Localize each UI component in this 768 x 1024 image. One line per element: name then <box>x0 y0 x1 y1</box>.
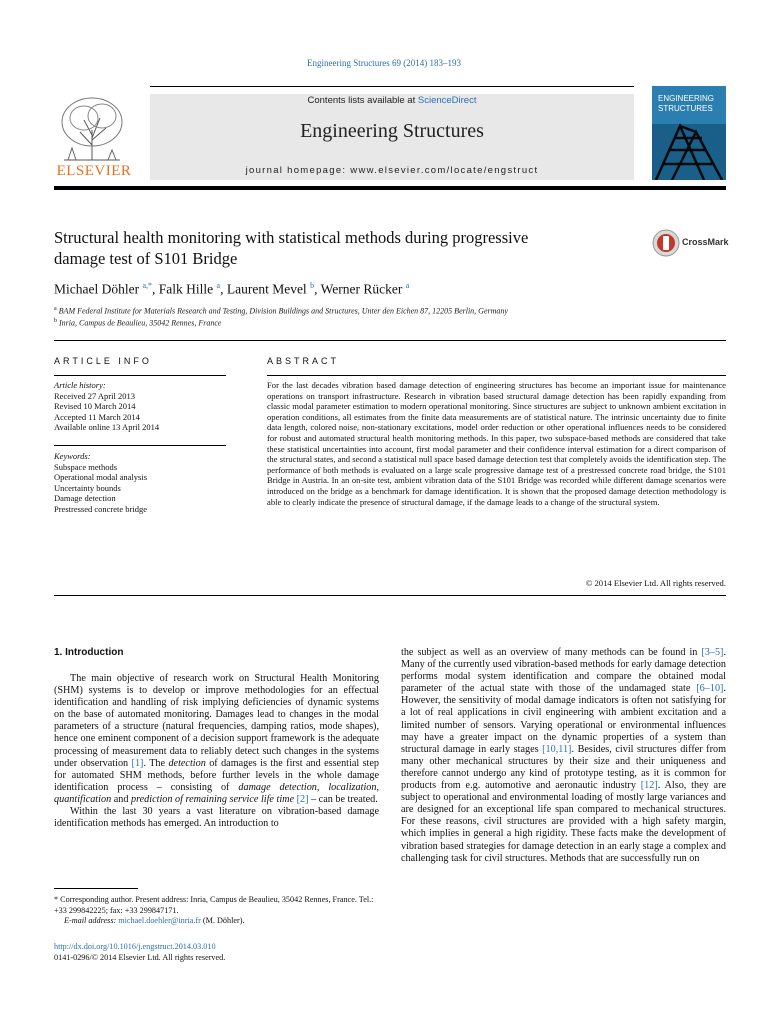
author-separator: , <box>152 281 159 297</box>
email-suffix: (M. Döhler). <box>200 916 245 926</box>
citation-link[interactable]: [10,11] <box>542 743 572 755</box>
author-name[interactable]: Werner Rücker <box>320 281 403 297</box>
contents-prefix: Contents lists available at <box>307 95 418 106</box>
footnote-rule <box>54 888 138 889</box>
text-run: . Besides, civil structures differ from many other mechanical structures by their size and their uniqueness and therefore cannot undergo any kind of prototype testing, as it is common for products from e.g. automotive and aeronautic industry <box>401 743 726 792</box>
abstract-bottom-rule <box>54 595 726 596</box>
footnotes <box>54 895 379 927</box>
intro-paragraph-2: Within the last 30 years a vast literature on vibration-based damage identification methods has emerged. An introduction to <box>54 806 379 830</box>
sciencedirect-link[interactable]: ScienceDirect <box>417 95 477 106</box>
text-run: of damages is the first and essential step for automated SHM methods, before further levels in the whole damage identification process – consisting of <box>54 757 380 793</box>
author-affiliation-mark[interactable]: b <box>310 281 315 290</box>
header-top-rule <box>150 86 634 87</box>
citation-link[interactable]: [6–10] <box>696 683 724 695</box>
text-run-italic: detection <box>168 757 206 769</box>
text-run-italic: prediction of remaining service life time <box>130 793 295 805</box>
journal-cover-image[interactable] <box>652 86 726 180</box>
cover-title-line1: ENGINEERING <box>658 94 715 103</box>
text-run: . However, the sensitivity of modal damage indicators is often not satisfying for a lot of real applications in civil engineering with ambient excitation and a limited number of sensors. Varying operational or environmental influences may have a greater impact on the dynamic properties of a system than structural damage in early stages <box>401 683 726 755</box>
history-online: Available online 13 April 2014 <box>54 422 160 432</box>
article-info-rule <box>54 375 226 376</box>
abstract-heading: ABSTRACT <box>267 356 340 366</box>
history-accepted: Accepted 11 March 2014 <box>54 411 140 422</box>
article-title-line2: damage test of S101 Bridge <box>54 249 238 268</box>
crossmark-icon <box>652 229 680 257</box>
author-affiliation-mark[interactable]: a <box>405 281 410 290</box>
text-run: . Also, they are subject to operational and environmental loading of mostly large variances and are designed for an exceptional life span compared to mechanical structures. For these reasons, civil structures are provided with a high safety margin, which implies in general a high rigidity. These facts make the development of vibration based strategies for damage detection in an early stage a complex and challenging task for civil structures. Methods that are successfully run on <box>401 780 726 864</box>
intro-paragraph-1 <box>54 673 379 806</box>
article-title <box>54 227 644 269</box>
doi-link[interactable]: http://dx.doi.org/10.1016/j.engstruct.2014.03.010 <box>54 942 216 951</box>
author-affiliation-mark[interactable]: a <box>216 281 221 290</box>
text-run-italic: damage detection, localization, quantification <box>54 781 380 805</box>
corresponding-author-note: * Corresponding author. Present address: Inria, Campus de Beaulieu, 35042 Rennes, France. Tel.: +33 299842225; fax: +33 299847171. <box>54 895 374 915</box>
info-top-rule <box>54 340 726 341</box>
text-run: the subject as well as an overview of many methods can be found in <box>401 647 702 658</box>
citation-link[interactable]: [3–5] <box>701 647 724 658</box>
text-run: The main objective of research work on Structural Health Monitoring (SHM) systems is to develop or improve methodologies for an effectual identification and handling of risk implying deficiencies of dynamic systems on the base of automated monitoring. Damages lead to changes in the modal parameters of a structure (natural frequencies, damping ratios, mode shapes), hence one eminent component of a decision support framework is the adequate processing of measurement data to reliably detect such changes in the systems under observation <box>54 673 379 769</box>
text-run: . The <box>143 757 169 769</box>
keyword-item: Damage detection <box>54 493 116 503</box>
crossmark-badge[interactable] <box>652 229 732 259</box>
issn-copyright: 0141-0296/© 2014 Elsevier Ltd. All rights reserved. <box>54 953 226 962</box>
author-list <box>54 281 674 298</box>
citation-link[interactable]: [2] <box>296 793 309 805</box>
author-name[interactable]: Laurent Mevel <box>226 281 307 297</box>
affiliation-mark: b <box>54 318 57 324</box>
elsevier-wordmark[interactable]: ELSEVIER <box>56 163 132 179</box>
keyword-item: Uncertainty bounds <box>54 482 121 493</box>
keyword-item: Operational modal analysis <box>54 472 148 482</box>
history-received: Received 27 April 2013 <box>54 390 135 401</box>
section-heading-introduction: 1. Introduction <box>54 647 124 658</box>
keywords-rule <box>54 445 226 446</box>
author-separator: , <box>220 281 227 297</box>
text-run: . Many of the currently used vibration-based methods for early damage detection performs modal system identification and compare the obtained modal parameter of the actual state with those of the undamaged state <box>401 647 726 695</box>
cover-title-line2: STRUCTURES <box>658 104 713 113</box>
article-history <box>54 380 226 433</box>
author-name[interactable]: Falk Hille <box>158 281 214 297</box>
keywords-list <box>54 451 226 514</box>
author-name[interactable]: Michael Döhler <box>54 281 140 297</box>
header-bottom-rule <box>54 186 726 190</box>
text-run: – can be treated. <box>308 793 378 805</box>
intro-right-column <box>401 647 726 865</box>
journal-homepage[interactable]: journal homepage: www.elsevier.com/locate/engstruct <box>245 165 539 176</box>
intro-paragraph-2-continued <box>401 647 726 865</box>
citation-link[interactable]: [12] <box>640 780 658 792</box>
journal-reference[interactable]: Engineering Structures 69 (2014) 183–193 <box>307 58 461 68</box>
crossmark-label: CrossMark <box>682 237 729 247</box>
affiliation-b <box>54 318 714 328</box>
affiliation-text: Inria, Campus de Beaulieu, 35042 Rennes, France <box>59 318 222 328</box>
article-title-line1: Structural health monitoring with statistical methods during progressive <box>54 228 529 247</box>
journal-title: Engineering Structures <box>300 120 484 142</box>
affiliation-a <box>54 306 714 316</box>
article-info-heading: ARTICLE INFO <box>54 356 152 366</box>
abstract-text: For the last decades vibration based damage detection of engineering structures has become an important issue for maintenance operations on transport infrastructure. Research in vibration based structural damage detection has been rapidly expanding from classic modal parameter estimation to modern operational monitoring. Since structures are subject to unknown ambient excitation in operation conditions, all estimates from the finite data measurements are of statistical nature. The intrinsic uncertainty due to finite data length, colored noise, non-stationary excitations, model order reduction or other operational influences needs to be considered for robust and automated structural health monitoring methods. In this paper, two subspace-based methods are considered that take these statistical uncertainties into account, first modal parameter and their confidence interval estimation for a direct comparison of the structural states, and second a statistical null space based damage detection test that completely avoids the identification step. The performance of both methods is evaluated on a large scale progressive damage test of a prestressed concrete road bridge, the S101 Bridge in Austria. In an on-site test, ambient vibration data of the S101 Bridge was recorded while different damage scenarios were introduced on the bridge as a benchmark for damage identification. It is shown that the proposed damage detection methodology is able to clearly indicate the presence of structural damage, if the damage leads to a change of the structural system. <box>267 380 726 507</box>
abstract-copyright: © 2014 Elsevier Ltd. All rights reserved. <box>585 578 726 588</box>
keyword-item: Prestressed concrete bridge <box>54 503 147 514</box>
email-note <box>54 916 379 927</box>
abstract-rule <box>267 375 726 376</box>
author-separator: , <box>314 281 321 297</box>
citation-link[interactable]: [1] <box>131 757 144 769</box>
email-link[interactable]: michael.doehler@inria.fr <box>118 916 201 926</box>
affiliation-mark: a <box>54 306 57 312</box>
history-heading: Article history: <box>54 380 106 390</box>
text-run: and <box>111 793 131 805</box>
keyword-item: Subspace methods <box>54 461 118 472</box>
history-revised: Revised 10 March 2014 <box>54 401 136 411</box>
keywords-heading: Keywords: <box>54 451 91 461</box>
contents-line <box>150 95 634 106</box>
author-affiliation-mark[interactable]: a,* <box>142 281 153 290</box>
affiliation-text: BAM Federal Institute for Materials Research and Testing, Division Buildings and Structures, Unter den Eichen 87, 12205 Berlin, Germany <box>58 306 508 316</box>
intro-left-column <box>54 673 379 830</box>
email-label: E-mail address: <box>64 916 119 926</box>
